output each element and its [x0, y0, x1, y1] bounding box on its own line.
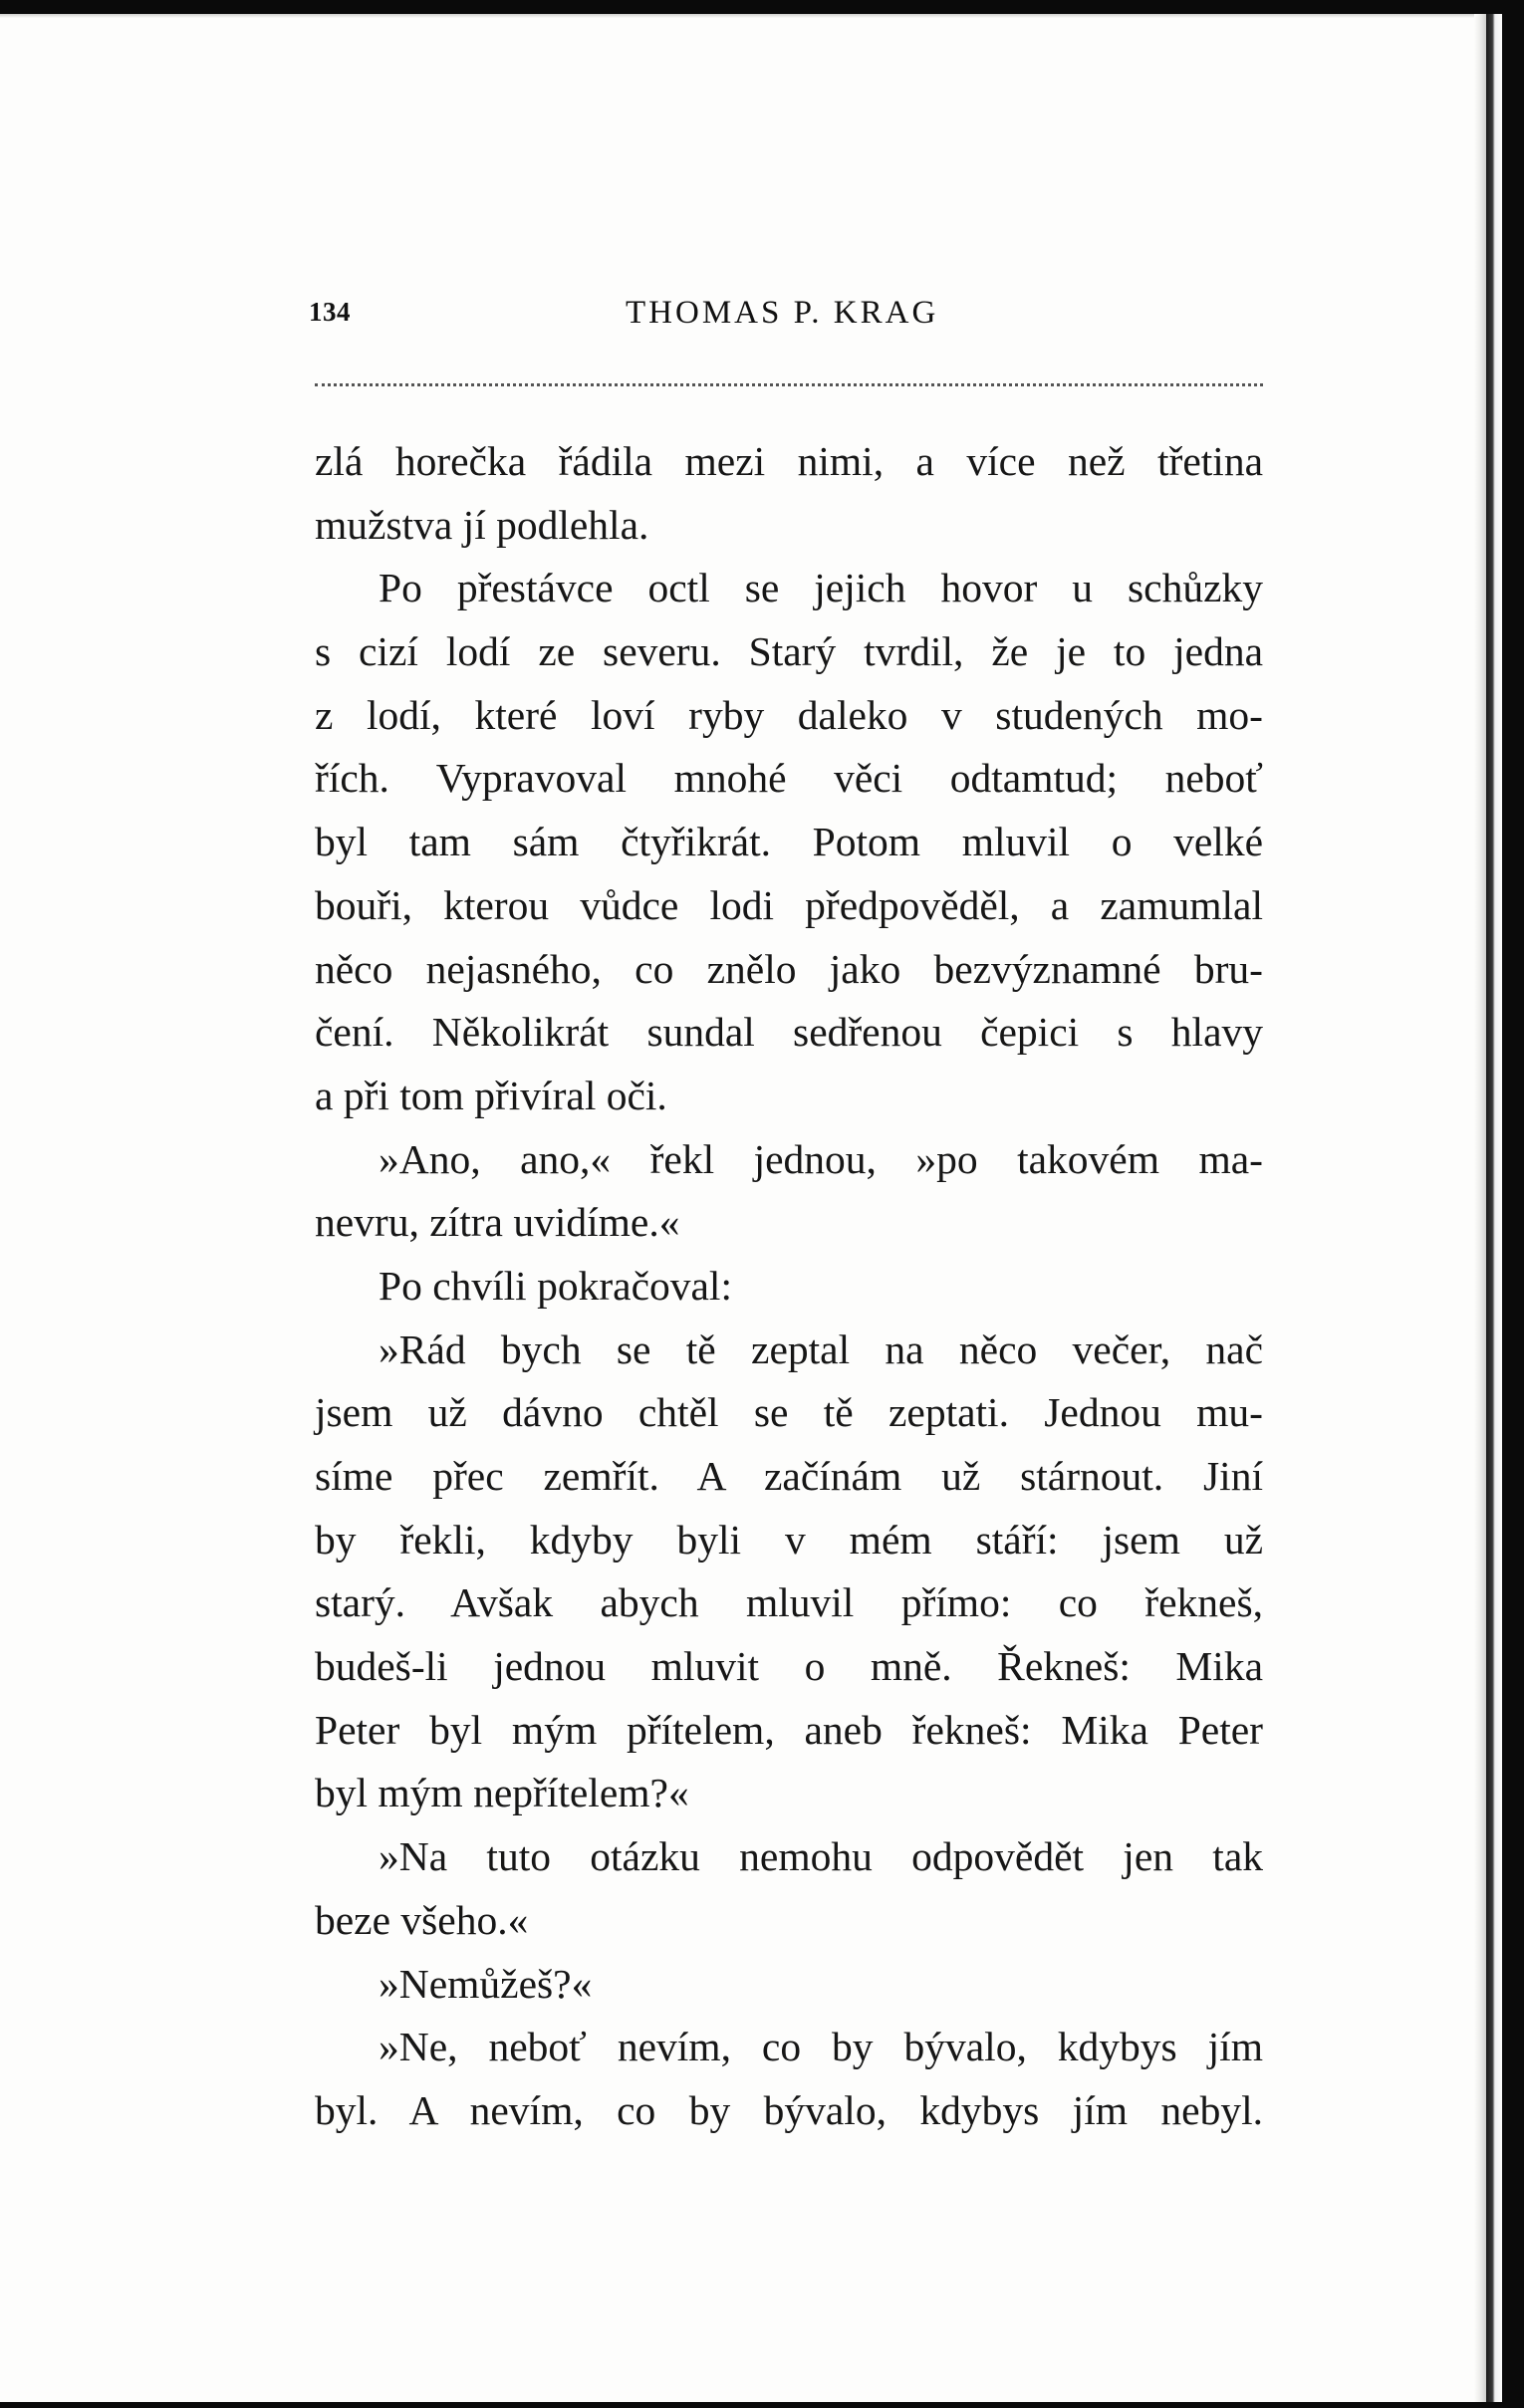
text-line: čení. Několikrát sundal sedřenou čepici s hlavy [315, 1009, 1263, 1056]
text-line: bouři, kterou vůdce lodi předpověděl, a zamumlal [315, 881, 1263, 928]
text-line: s cizí lodí ze severu. Starý tvrdil, že je to jedna [315, 628, 1263, 675]
text-line: Po chvíli pokračoval: [379, 1262, 732, 1309]
text-line: »Na tuto otázku nemohu odpovědět jen tak [379, 1833, 1263, 1880]
text-line: beze všeho.« [315, 1896, 529, 1943]
page-top-edge [0, 14, 1494, 18]
text-line: »Nemůžeš?« [379, 1960, 593, 2007]
text-line: mužstva jí podlehla. [315, 501, 649, 548]
text-line: nevru, zítra uvidíme.« [315, 1199, 680, 1246]
page-header [309, 275, 1265, 335]
book-page [0, 14, 1502, 2402]
text-line: síme přec zemřít. A začínám už stárnout. Jiní [315, 1453, 1263, 1499]
text-line: z lodí, které loví ryby daleko v studených mo- [315, 691, 1263, 738]
text-line: »Rád bych se tě zeptal na něco večer, nač [379, 1325, 1263, 1372]
text-line: »Ne, neboť nevím, co by bývalo, kdybys jím [379, 2024, 1263, 2070]
text-line: byl tam sám čtyřikrát. Potom mluvil o velké [315, 819, 1263, 865]
text-line: jsem už dávno chtěl se tě zeptati. Jednou mu- [315, 1389, 1263, 1436]
page-right-edge [1486, 14, 1502, 2402]
text-line: něco nejasného, co znělo jako bezvýznamné bru- [315, 945, 1263, 992]
page-number: 134 [309, 297, 351, 327]
text-line: Po přestávce octl se jejich hovor u schůzky [379, 565, 1263, 611]
text-line: budeš-li jednou mluvit o mně. Řekneš: Mika [315, 1643, 1263, 1690]
text-line: by řekli, kdyby byli v mém stáří: jsem už [315, 1516, 1263, 1563]
text-line: byl mým nepřítelem?« [315, 1770, 689, 1816]
page-gutter-shadow [1474, 14, 1486, 2402]
header-dotted-rule [315, 383, 1263, 386]
text-line: řích. Vypravoval mnohé věci odtamtud; neboť [315, 755, 1263, 802]
running-title: THOMAS P. KRAG [626, 295, 939, 331]
text-line: byl. A nevím, co by bývalo, kdybys jím nebyl. [315, 2086, 1263, 2133]
text-line: Peter byl mým přítelem, aneb řekneš: Mika Peter [315, 1706, 1263, 1753]
text-line: zlá horečka řádila mezi nimi, a více než třetina [315, 438, 1263, 484]
text-line: a při tom přivíral oči. [315, 1072, 667, 1118]
text-line: »Ano, ano,« řekl jednou, »po takovém ma- [379, 1135, 1263, 1182]
text-line: starý. Avšak abych mluvil přímo: co řekneš, [315, 1579, 1263, 1626]
body-text [315, 430, 1263, 2143]
